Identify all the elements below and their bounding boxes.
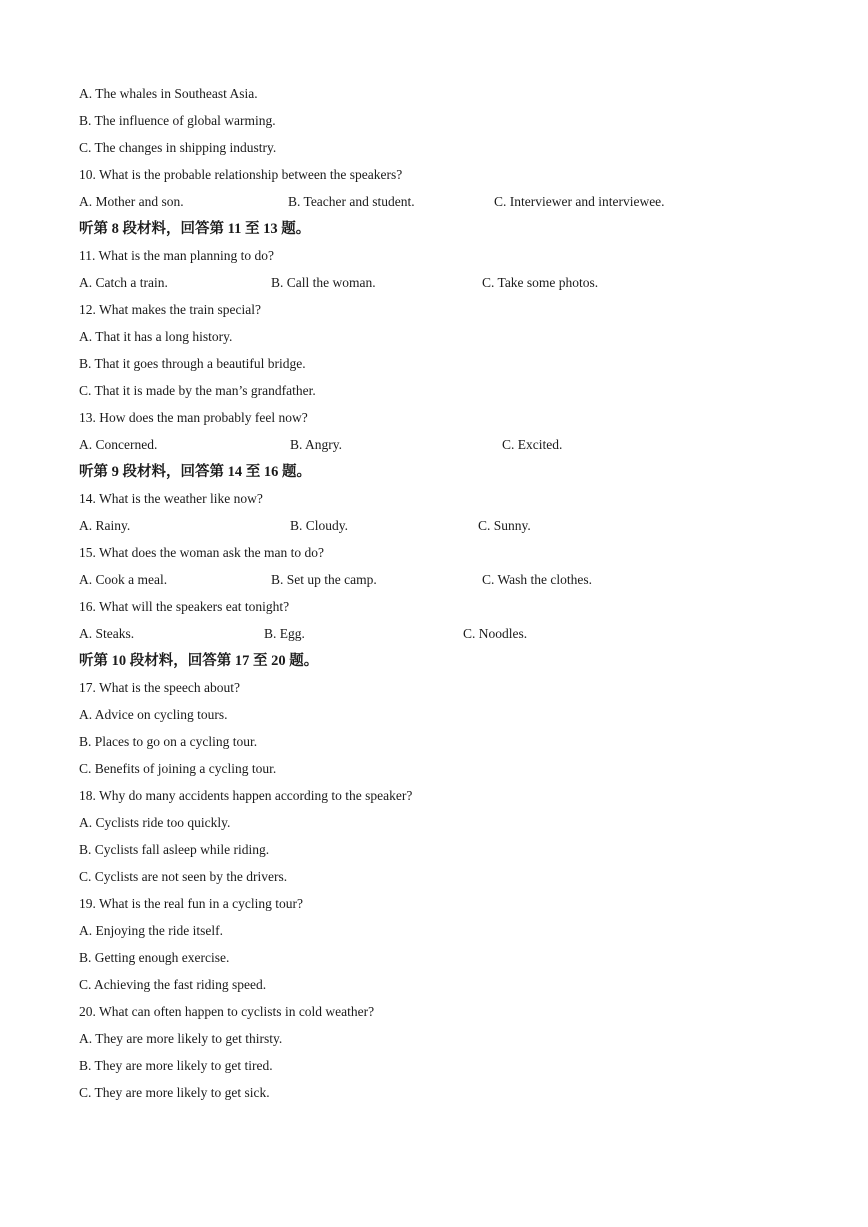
q12-option-b: B. That it goes through a beautiful bridge. xyxy=(79,356,306,371)
q9-option-c: C. The changes in shipping industry. xyxy=(79,140,277,155)
q19-question: 19. What is the real fun in a cycling tour? xyxy=(79,896,303,911)
q13-option-b: B. Angry. xyxy=(290,437,343,452)
q14-option-c: C. Sunny. xyxy=(478,518,531,533)
q15-question: 15. What does the woman ask the man to do? xyxy=(79,545,324,560)
q11-question: 11. What is the man planning to do? xyxy=(79,248,274,263)
q18-question: 18. Why do many accidents happen according to the speaker? xyxy=(79,788,413,803)
q15-option-a: A. Cook a meal. xyxy=(79,572,168,587)
q19-option-a: A. Enjoying the ride itself. xyxy=(79,923,223,938)
q9-option-b: B. The influence of global warming. xyxy=(79,113,276,128)
q16-option-c: C. Noodles. xyxy=(463,626,528,641)
q12-option-a: A. That it has a long history. xyxy=(79,329,233,344)
q10-option-a: A. Mother and son. xyxy=(79,194,184,209)
q11-options xyxy=(79,273,799,293)
q11-option-b: B. Call the woman. xyxy=(271,275,376,290)
q12-question: 12. What makes the train special? xyxy=(79,302,261,317)
q18-option-b: B. Cyclists fall asleep while riding. xyxy=(79,842,270,857)
q16-option-b: B. Egg. xyxy=(264,626,305,641)
q20-option-c: C. They are more likely to get sick. xyxy=(79,1085,270,1100)
q13-question: 13. How does the man probably feel now? xyxy=(79,410,308,425)
q17-question: 17. What is the speech about? xyxy=(79,680,240,695)
q16-options xyxy=(79,624,799,644)
q14-option-b: B. Cloudy. xyxy=(290,518,349,533)
q15-option-c: C. Wash the clothes. xyxy=(482,572,593,587)
q16-option-a: A. Steaks. xyxy=(79,626,135,641)
q14-option-a: A. Rainy. xyxy=(79,518,131,533)
q20-option-a: A. They are more likely to get thirsty. xyxy=(79,1031,283,1046)
section-heading-9: 听第 9 段材料，回答第 14 至 16 题。 xyxy=(79,464,311,480)
q10-option-c: C. Interviewer and interviewee. xyxy=(494,194,665,209)
q14-options xyxy=(79,516,799,536)
q20-option-b: B. They are more likely to get tired. xyxy=(79,1058,273,1073)
q18-option-c: C. Cyclists are not seen by the drivers. xyxy=(79,869,288,884)
q10-question: 10. What is the probable relationship between the speakers? xyxy=(79,167,403,182)
section-heading-10: 听第 10 段材料，回答第 17 至 20 题。 xyxy=(79,653,319,669)
q17-option-c: C. Benefits of joining a cycling tour. xyxy=(79,761,277,776)
q13-option-c: C. Excited. xyxy=(502,437,563,452)
q17-option-a: A. Advice on cycling tours. xyxy=(79,707,228,722)
q10-options xyxy=(79,192,799,212)
q11-option-c: C. Take some photos. xyxy=(482,275,599,290)
q9-option-a: A. The whales in Southeast Asia. xyxy=(79,86,258,101)
q18-option-a: A. Cyclists ride too quickly. xyxy=(79,815,231,830)
q19-option-b: B. Getting enough exercise. xyxy=(79,950,230,965)
q15-options xyxy=(79,570,799,590)
q13-options xyxy=(79,435,799,455)
q11-option-a: A. Catch a train. xyxy=(79,275,168,290)
q17-option-b: B. Places to go on a cycling tour. xyxy=(79,734,258,749)
q13-option-a: A. Concerned. xyxy=(79,437,158,452)
q15-option-b: B. Set up the camp. xyxy=(271,572,377,587)
q14-question: 14. What is the weather like now? xyxy=(79,491,263,506)
q16-question: 16. What will the speakers eat tonight? xyxy=(79,599,290,614)
q12-option-c: C. That it is made by the man’s grandfather. xyxy=(79,383,316,398)
q20-question: 20. What can often happen to cyclists in cold weather? xyxy=(79,1004,375,1019)
section-heading-8: 听第 8 段材料，回答第 11 至 13 题。 xyxy=(79,221,311,237)
q10-option-b: B. Teacher and student. xyxy=(288,194,415,209)
q19-option-c: C. Achieving the fast riding speed. xyxy=(79,977,267,992)
